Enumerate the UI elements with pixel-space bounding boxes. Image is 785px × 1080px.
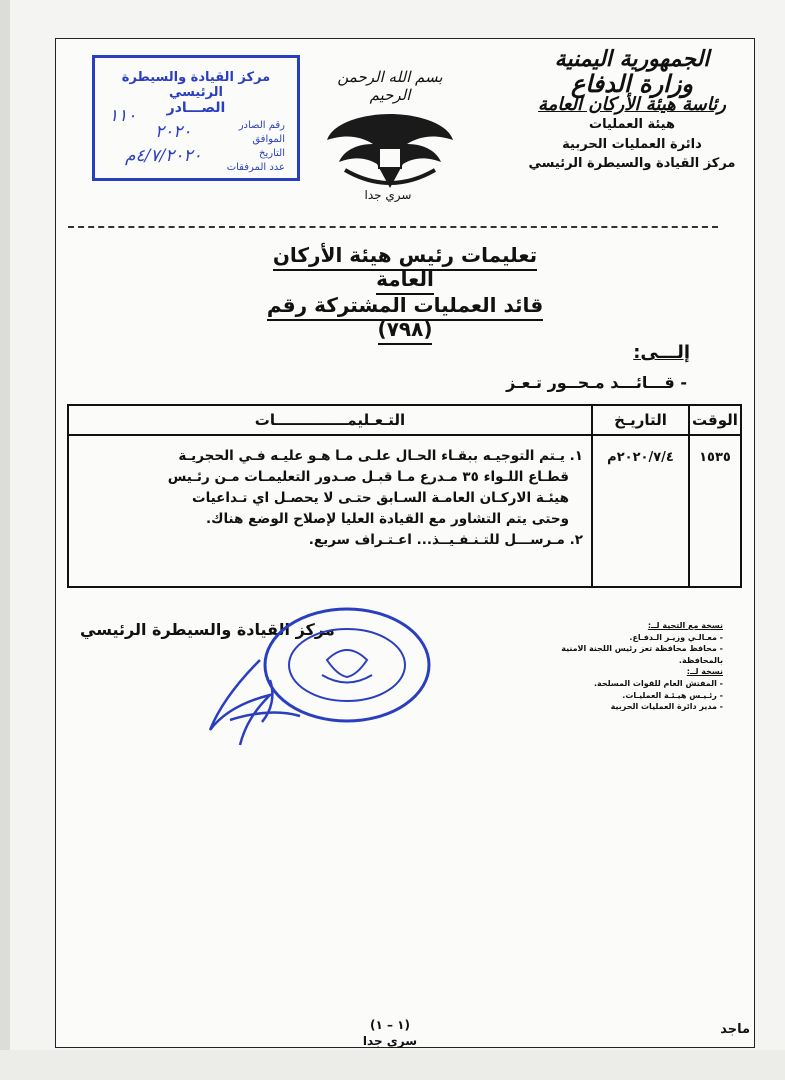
instructions-cell: [68, 435, 592, 587]
letterhead: [527, 48, 737, 174]
instructions-text: [69, 436, 591, 551]
operations-authority: هيئة العمليات: [589, 117, 675, 133]
header-divider: [68, 226, 718, 228]
scan-edge: [0, 0, 10, 1080]
recipient-label: إلـــى:: [633, 342, 690, 363]
copy-recipient: - رئـيـس هيـئـة العمليـات.: [622, 690, 723, 700]
classification-top: سري جدا: [364, 188, 412, 202]
stamp-subtitle: الصـــادر: [166, 100, 226, 116]
stamp-label-date: التاريخ: [259, 148, 285, 159]
header-date: التاريـخ: [592, 405, 689, 435]
recipient-value: - قـــائـــد مـحــور تـعـز: [506, 373, 687, 392]
ministry-name: وزارة الدفاع: [570, 69, 694, 99]
table-row: [68, 435, 741, 587]
stamp-title: مركز القيادة والسيطرة الرئيسي: [121, 70, 271, 100]
republic-name: الجمهورية اليمنية: [554, 46, 710, 72]
header-instructions: التـعـليمــــــــــــــات: [68, 405, 592, 435]
instruction-line: ١. يـتم التوجيـه ببقـاء الحـال علـى مـا هـو عليـه فـي الحجريـة: [178, 448, 583, 464]
outgoing-stamp: [92, 55, 300, 181]
copies-list: [533, 620, 723, 713]
eagle-emblem-icon: [325, 104, 455, 194]
date-cell: [592, 435, 689, 587]
time-value: ١٥٣٥: [699, 450, 731, 465]
command-center: مركز القيادة والسيطرة الرئيسي: [528, 156, 736, 172]
document-title-text: تعليمات رئيس هيئة الأركان العامة: [273, 243, 537, 295]
operations-department: دائرة العمليات الحربية: [562, 136, 702, 152]
header-time: الوقت: [689, 405, 741, 435]
handwritten-signature-icon: [200, 650, 310, 750]
date-value: ٢٠٢٠/٧/٤م: [607, 450, 674, 465]
document-title: [250, 243, 560, 291]
instruction-line: ٢. مـرســـل للتـنـفـيــذ... اعـتـراف سريع.: [308, 531, 583, 548]
copies-header: نسخة لــ:: [686, 667, 723, 677]
copy-recipient: - محافظ محافظة تعز رئيس اللجنة الامنية بالمحافظة.: [561, 644, 723, 665]
stamp-label-attachments: عدد المرفقات: [226, 162, 285, 173]
staff-presidency: رئاسة هيئة الأركان العامة: [538, 94, 726, 116]
stamp-label-corresponding: الموافق: [252, 134, 285, 145]
document-subtitle: [250, 293, 560, 341]
stamp-label-number: رقم الصادر: [238, 120, 285, 131]
national-emblem: [320, 68, 460, 198]
instruction-line: هيئـة الاركـان العامـة السـابق حتـى لا يحصـل اي تـداعيات: [192, 489, 569, 506]
document-subtitle-text: قائد العمليات المشتركة رقم (٧٩٨): [267, 293, 543, 345]
page-number: (١ – ١): [370, 1018, 410, 1032]
copies-header-regards: نسخة مع التحية لــ:: [647, 621, 723, 630]
signatory: مركز القيادة والسيطرة الرئيسي: [80, 620, 335, 639]
copy-recipient: - معـالـي وزيـر الـدفـاع.: [629, 632, 723, 642]
stamp-hand-number: ١١٠: [109, 106, 137, 126]
instruction-line: قطـاع اللـواء ٣٥ مـدرع مـا قبـل صـدور التعليمـات مـن رئـيس: [167, 468, 569, 485]
table-header-row: [68, 405, 741, 435]
stamp-hand-date: ٤/٧/٢٠٢٠م: [125, 146, 202, 166]
stamp-hand-year: ٢٠٢٠: [155, 122, 192, 142]
basmala: بسم الله الرحمن الرحيم: [337, 68, 443, 104]
copy-recipient: - المفتش العام للقوات المسلحة.: [593, 678, 723, 688]
scan-bottom: [0, 1050, 785, 1080]
classification-bottom: سري جدا: [362, 1034, 418, 1048]
instruction-line: وحتى يتم التشاور مع القيادة العليا لإصلاح الوضع هناك.: [205, 510, 569, 527]
typist-name: ماجد: [720, 1022, 750, 1037]
time-cell: [689, 435, 741, 587]
copy-recipient: - مدير دائرة العمليات الحربية: [610, 702, 723, 712]
instructions-table: [67, 404, 742, 588]
